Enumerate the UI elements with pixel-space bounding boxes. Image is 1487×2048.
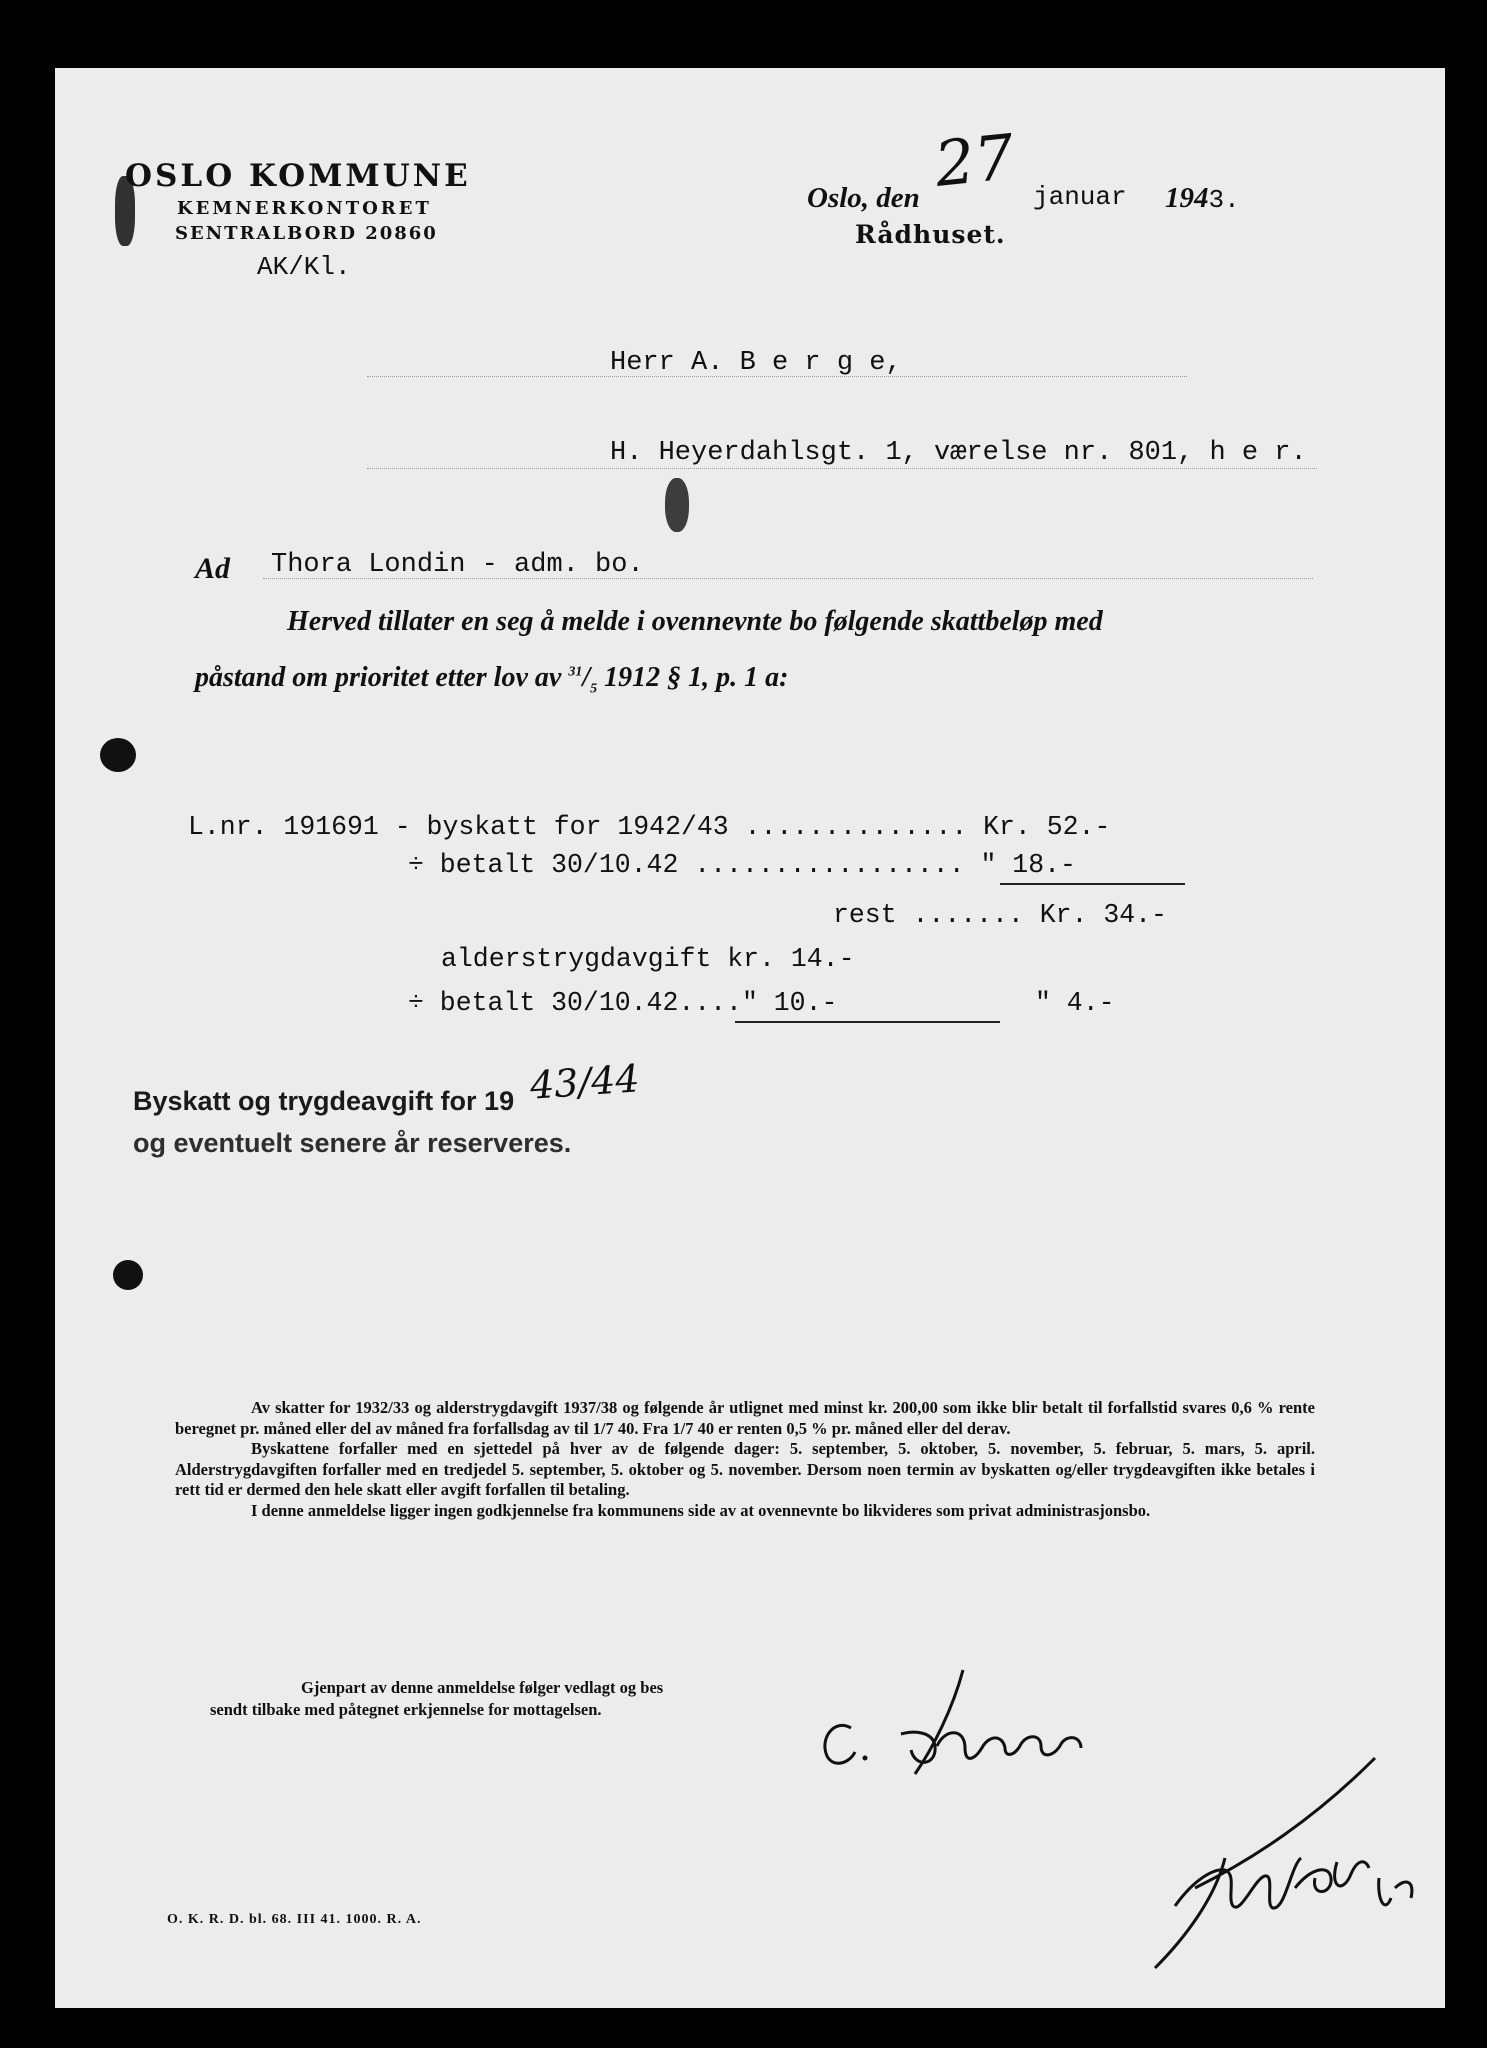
subject-prefix: Ad [195, 552, 231, 585]
reservation-years-handwritten: 43/44 [528, 1056, 641, 1108]
subject-rule [263, 578, 1313, 579]
date-year-suffix: 3. [1208, 185, 1240, 215]
recipient-address: H. Heyerdahlsgt. 1, værelse nr. 801, h e r. [610, 438, 1307, 468]
subject-text: Thora Londin - adm. bo. [271, 550, 644, 580]
avgift-rule [735, 1021, 1000, 1023]
claim-row-aldersavgift: alderstrygdavgift kr. 14.- [441, 944, 855, 974]
body-line-2-start: påstand om prioritet etter lov av [195, 662, 562, 693]
date-place: Oslo, den [807, 182, 920, 214]
footnote-interest: Av skatter for 1932/33 og alderstrygdavgift 1937/38 og følgende år utlignet med minst kr. 200,00 som ikke blir betalt til forfallstid svares 0,6 % rente beregnet pr. måned eller del av måned fra forfallsdag av til 1/7 40. Fra 1/7 40 er renten 0,5 % pr. måned eller del derav. [175, 1398, 1315, 1438]
reservation-stamp-line-1 [133, 1086, 514, 1117]
letterhead-org: OSLO KOMMUNE [125, 158, 471, 194]
form-code: O. K. R. D. bl. 68. III 41. 1000. R. A. [167, 1912, 422, 1927]
date-day: 27 [931, 120, 1018, 201]
ink-smudge [665, 478, 689, 532]
document-page [55, 68, 1445, 2008]
letterhead-dept: KEMNERKONTORET [177, 198, 432, 219]
footnote-disclaimer: I denne anmeldelse ligger ingen godkjennelse fra kommunens side av at ovennevnte bo likvideres som privat administrasjonsbo. [251, 1500, 1151, 1520]
return-note-line-2: sendt tilbake med påtegnet erkjennelse for mottagelsen. [210, 1700, 602, 1719]
date-year [1165, 182, 1240, 215]
law-day: 31 [568, 664, 583, 680]
date-year-prefix: 194 [1165, 182, 1209, 214]
body-line-1: Herved tillater en seg å melde i ovennevnte bo følgende skattbeløp med [287, 606, 1103, 637]
claim-row-avgift-total: " 4.- [1035, 988, 1115, 1018]
body-line-2-end: 1912 § 1, p. 1 a: [604, 662, 789, 693]
address-rule [367, 468, 1317, 469]
footnote-due-dates: Byskattene forfaller med en sjettedel på hver av de følgende dager: 5. september, 5. oktober, 5. november, 5. februar, 5. mars, 5. april. Alderstrygdavgiften forfaller med en tredjedel 5. september, 5. oktober og 5. november. Dersom noen termin av byskatten og/eller trygdeavgiften ikke betales i rett tid er dermed den hele skatt eller avgift forfallen til betaling. [175, 1439, 1315, 1499]
claim-row-byskatt: L.nr. 191691 - byskatt for 1942/43 .............. Kr. 52.- [188, 812, 1111, 842]
reference-code: AK/Kl. [257, 252, 351, 282]
claim-row-rest: rest ....... Kr. 34.- [833, 900, 1167, 930]
law-month: 5 [590, 681, 598, 697]
body-line-2: påstand om prioritet etter lov av $^{31}/_5$ 1912 § 1, p. 1 a: [195, 662, 789, 697]
punch-hole-top [100, 738, 136, 772]
punch-hole-bottom [113, 1260, 143, 1290]
date-month: januar [1033, 182, 1127, 212]
claim-row-paid-1: ÷ betalt 30/10.42 ................. " 18.- [408, 850, 1076, 880]
return-note-line-1: Gjenpart av denne anmeldelse følger vedlagt og bes [301, 1678, 664, 1697]
claim-row-paid-2: ÷ betalt 30/10.42...." 10.- [408, 988, 838, 1018]
payment-terms-footnote [175, 1398, 1315, 1521]
reservation-stamp-line-2: og eventuelt senere år reserveres. [133, 1128, 572, 1158]
subtotal-rule [1000, 883, 1185, 885]
recipient-rule [367, 376, 1187, 377]
recipient-name: Herr A. B e r g e, [610, 348, 902, 378]
letterhead-phone: SENTRALBORD 20860 [175, 223, 438, 244]
signature-secondary [1115, 1738, 1435, 1978]
reservation-stamp-text: Byskatt og trygdeavgift for 19 [133, 1086, 515, 1116]
date-building: Rådhuset. [855, 220, 1006, 249]
